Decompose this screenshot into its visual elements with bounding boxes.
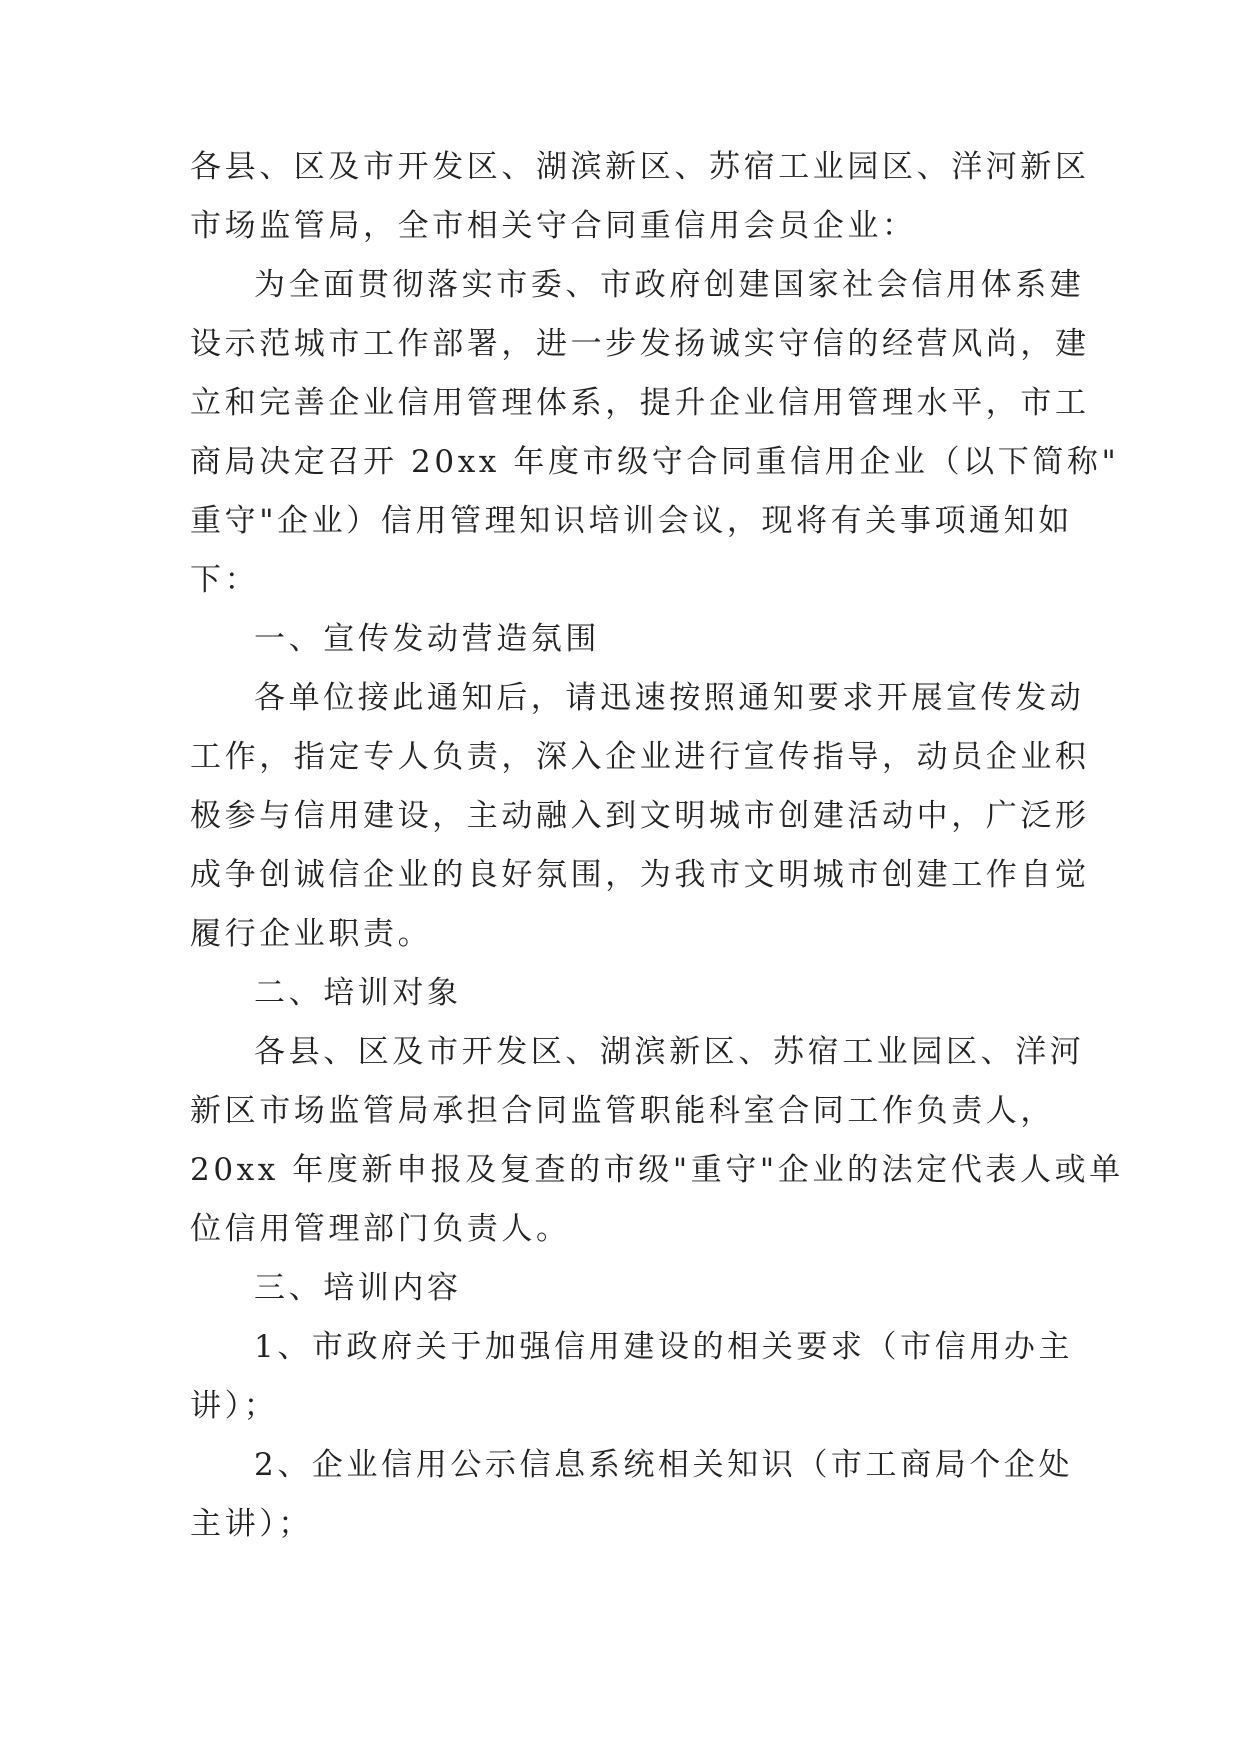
section-heading-1: 一、宣传发动营造氛围 xyxy=(254,621,600,657)
text-line-section2-3: 20xx 年度新申报及复查的市级"重守"企业的法定代表人或单 xyxy=(190,1152,1124,1188)
list-item-1-line-1: 1、市政府关于加强信用建设的相关要求（市信用办主 xyxy=(254,1329,1074,1365)
list-item-1-line-2: 讲）； xyxy=(190,1388,279,1424)
section-heading-3: 三、培训内容 xyxy=(254,1270,462,1306)
text-line-intro-2: 设示范城市工作部署，进一步发扬诚实守信的经营风尚，建 xyxy=(190,326,1090,362)
text-line-section2-1: 各县、区及市开发区、湖滨新区、苏宿工业园区、洋河 xyxy=(254,1034,1085,1070)
text-line-section2-2: 新区市场监管局承担合同监管职能科室合同工作负责人， xyxy=(190,1093,1055,1129)
text-line-intro-3: 立和完善企业信用管理体系，提升企业信用管理水平，市工 xyxy=(190,385,1090,421)
list-item-2-line-1: 2、企业信用公示信息系统相关知识（市工商局个企处 xyxy=(254,1447,1074,1483)
text-line-section1-2: 工作，指定专人负责，深入企业进行宣传指导，动员企业积 xyxy=(190,739,1090,775)
text-line-section1-1: 各单位接此通知后，请迅速按照通知要求开展宣传发动 xyxy=(254,680,1085,716)
text-line-recipients-2: 市场监管局，全市相关守合同重信用会员企业： xyxy=(190,208,917,244)
text-line-section1-4: 成争创诚信企业的良好氛围，为我市文明城市创建工作自觉 xyxy=(190,857,1090,893)
text-line-intro-4: 商局决定召开 20xx 年度市级守合同重信用企业（以下简称" xyxy=(190,444,1120,480)
text-line-intro-5: 重守"企业）信用管理知识培训会议，现将有关事项通知如 xyxy=(190,503,1073,539)
text-line-intro-6: 下： xyxy=(190,562,260,598)
text-line-section1-5: 履行企业职责。 xyxy=(190,916,433,952)
section-heading-2: 二、培训对象 xyxy=(254,975,462,1011)
text-line-intro-1: 为全面贯彻落实市委、市政府创建国家社会信用体系建 xyxy=(254,267,1085,303)
list-item-2-line-2: 主讲）； xyxy=(190,1506,313,1542)
text-line-section1-3: 极参与信用建设，主动融入到文明城市创建活动中，广泛形 xyxy=(190,798,1090,834)
text-line-section2-4: 位信用管理部门负责人。 xyxy=(190,1211,571,1247)
text-line-recipients-1: 各县、区及市开发区、湖滨新区、苏宿工业园区、洋河新区 xyxy=(190,149,1090,185)
